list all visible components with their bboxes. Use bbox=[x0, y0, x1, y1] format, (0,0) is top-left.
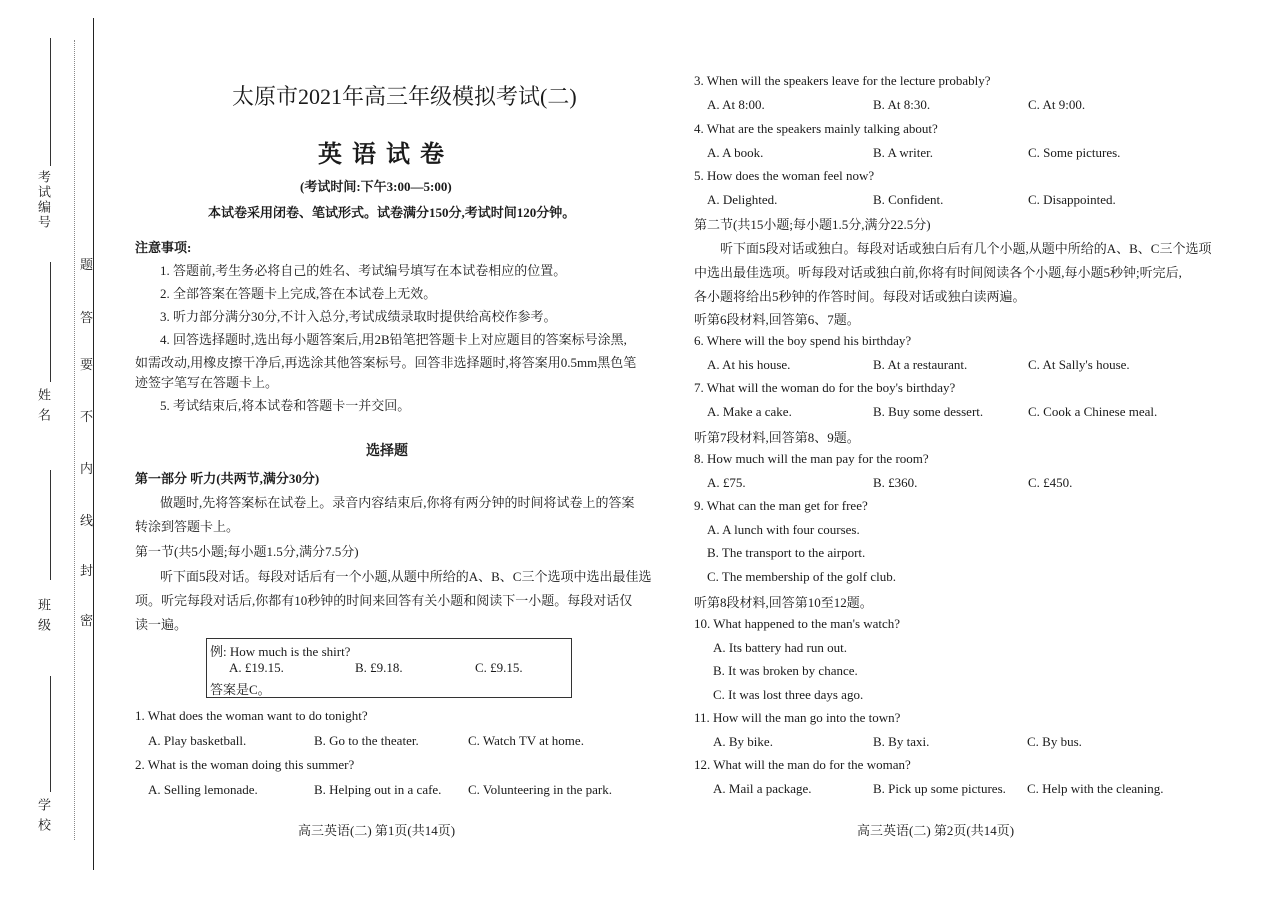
sec2-heading: 第二节(共15小题;每小题1.5分,满分22.5分) bbox=[694, 217, 931, 232]
q6-option-a: A. At his house. bbox=[707, 357, 791, 372]
q6-option-c: C. At Sally's house. bbox=[1028, 357, 1130, 372]
part1-desc: 做题时,先将答案标在试卷上。录音内容结束后,你将有两分钟的时间将试卷上的答案 bbox=[160, 495, 635, 510]
name-label: 姓 名 bbox=[36, 388, 51, 424]
example-option-c: C. £9.15. bbox=[475, 660, 523, 675]
question-9: 9. What can the man get for free? bbox=[694, 498, 868, 513]
example-question: 例: How much is the shirt? bbox=[210, 644, 351, 659]
page-footer-left: 高三英语(二) 第1页(共14页) bbox=[298, 823, 456, 838]
q5-option-a: A. Delighted. bbox=[707, 192, 778, 207]
q5-option-b: B. Confident. bbox=[873, 192, 944, 207]
q7-option-c: C. Cook a Chinese meal. bbox=[1028, 404, 1158, 419]
example-answer: 答案是C。 bbox=[210, 682, 271, 697]
note-item: 如需改动,用橡皮擦干净后,再选涂其他答案标号。回答非选择题时,将答案用0.5mm黑色笔 bbox=[135, 355, 637, 370]
sec2-desc: 听下面5段对话或独白。每段对话或独白后有几个小题,从题中所给的A、B、C三个选项 bbox=[720, 241, 1212, 256]
seal-char: 不 bbox=[80, 409, 94, 424]
seal-char: 答 bbox=[80, 310, 94, 325]
notes-heading: 注意事项: bbox=[135, 240, 192, 255]
note-item: 4. 回答选择题时,选出每小题答案后,用2B铅笔把答题卡上对应题目的答案标号涂黑, bbox=[160, 332, 627, 347]
example-option-b: B. £9.18. bbox=[355, 660, 403, 675]
q12-option-a: A. Mail a package. bbox=[713, 781, 812, 796]
q1-option-b: B. Go to the theater. bbox=[314, 733, 419, 748]
material-6: 听第6段材料,回答第6、7题。 bbox=[694, 312, 860, 327]
seal-char: 要 bbox=[80, 357, 94, 372]
q11-option-b: B. By taxi. bbox=[873, 734, 930, 749]
q8-option-b: B. £360. bbox=[873, 475, 918, 490]
question-10: 10. What happened to the man's watch? bbox=[694, 616, 901, 631]
question-11: 11. How will the man go into the town? bbox=[694, 710, 901, 725]
question-5: 5. How does the woman feel now? bbox=[694, 168, 875, 183]
part1-heading: 第一部分 听力(共两节,满分30分) bbox=[135, 471, 320, 486]
q12-option-b: B. Pick up some pictures. bbox=[873, 781, 1006, 796]
question-4: 4. What are the speakers mainly talking about? bbox=[694, 121, 938, 136]
q1-option-c: C. Watch TV at home. bbox=[468, 733, 584, 748]
q10-option-c: C. It was lost three days ago. bbox=[713, 687, 864, 702]
q5-option-c: C. Disappointed. bbox=[1028, 192, 1116, 207]
q7-option-a: A. Make a cake. bbox=[707, 404, 792, 419]
note-item: 5. 考试结束后,将本试卷和答题卡一并交回。 bbox=[160, 398, 411, 413]
example-option-a: A. £19.15. bbox=[229, 660, 284, 675]
note-item: 2. 全部答案在答题卡上完成,答在本试卷上无效。 bbox=[160, 286, 437, 301]
exam-title: 太原市2021年高三年级模拟考试(二) bbox=[232, 84, 577, 109]
note-item: 3. 听力部分满分30分,不计入总分,考试成绩录取时提供给高校作参考。 bbox=[160, 309, 557, 324]
school-label: 学 校 bbox=[36, 798, 51, 834]
question-2: 2. What is the woman doing this summer? bbox=[135, 757, 355, 772]
sec1-desc: 项。听完每段对话后,你都有10秒钟的时间来回答有关小题和阅读下一小题。每段对话仅 bbox=[135, 593, 633, 608]
sec2-desc: 中选出最佳选项。听每段对话或独白前,你将有时间阅读各个小题,每小题5秒钟;听完后, bbox=[694, 265, 1182, 280]
q8-option-a: A. £75. bbox=[707, 475, 746, 490]
note-item: 1. 答题前,考生务必将自己的姓名、考试编号填写在本试卷相应的位置。 bbox=[160, 263, 567, 278]
sec2-desc: 各小题将给出5秒钟的作答时间。每段对话或独白读两遍。 bbox=[694, 289, 1026, 304]
q11-option-a: A. By bike. bbox=[713, 734, 773, 749]
q12-option-c: C. Help with the cleaning. bbox=[1027, 781, 1164, 796]
q3-option-a: A. At 8:00. bbox=[707, 97, 765, 112]
sec1-heading: 第一节(共5小题;每小题1.5分,满分7.5分) bbox=[135, 544, 359, 559]
seal-char: 内 bbox=[80, 461, 94, 476]
q3-option-c: C. At 9:00. bbox=[1028, 97, 1086, 112]
question-6: 6. Where will the boy spend his birthday? bbox=[694, 333, 912, 348]
q1-option-a: A. Play basketball. bbox=[148, 733, 247, 748]
q10-option-b: B. It was broken by chance. bbox=[713, 663, 858, 678]
q3-option-b: B. At 8:30. bbox=[873, 97, 931, 112]
page-footer-right: 高三英语(二) 第2页(共14页) bbox=[857, 823, 1015, 838]
class-label: 班 级 bbox=[36, 598, 51, 634]
q2-option-a: A. Selling lemonade. bbox=[148, 782, 258, 797]
exam-info: 本试卷采用闭卷、笔试形式。试卷满分150分,考试时间120分钟。 bbox=[208, 205, 576, 220]
sec1-desc: 听下面5段对话。每段对话后有一个小题,从题中所给的A、B、C三个选项中选出最佳选 bbox=[160, 569, 652, 584]
seal-char: 封 bbox=[80, 563, 94, 578]
sec1-desc: 读一遍。 bbox=[135, 617, 188, 632]
q10-option-a: A. Its battery had run out. bbox=[713, 640, 847, 655]
material-8: 听第8段材料,回答第10至12题。 bbox=[694, 595, 873, 610]
q9-option-c: C. The membership of the golf club. bbox=[707, 569, 896, 584]
seal-char: 线 bbox=[80, 513, 94, 528]
subject-title: 英语试卷 bbox=[318, 142, 454, 168]
question-1: 1. What does the woman want to do tonight? bbox=[135, 708, 368, 723]
q2-option-c: C. Volunteering in the park. bbox=[468, 782, 612, 797]
exam-time: (考试时间:下午3:00—5:00) bbox=[300, 179, 452, 194]
q4-option-c: C. Some pictures. bbox=[1028, 145, 1121, 160]
q9-option-b: B. The transport to the airport. bbox=[707, 545, 866, 560]
seal-char: 密 bbox=[80, 613, 94, 628]
q2-option-b: B. Helping out in a cafe. bbox=[314, 782, 442, 797]
section-title: 选择题 bbox=[366, 444, 408, 459]
material-7: 听第7段材料,回答第8、9题。 bbox=[694, 430, 860, 445]
exam-id-label: 考试编号 bbox=[36, 170, 51, 230]
question-3: 3. When will the speakers leave for the lecture probably? bbox=[694, 73, 991, 88]
q6-option-b: B. At a restaurant. bbox=[873, 357, 968, 372]
question-7: 7. What will the woman do for the boy's birthday? bbox=[694, 380, 956, 395]
q8-option-c: C. £450. bbox=[1028, 475, 1073, 490]
q4-option-b: B. A writer. bbox=[873, 145, 933, 160]
part1-desc: 转涂到答题卡上。 bbox=[135, 519, 240, 534]
question-12: 12. What will the man do for the woman? bbox=[694, 757, 911, 772]
q9-option-a: A. A lunch with four courses. bbox=[707, 522, 860, 537]
question-8: 8. How much will the man pay for the room? bbox=[694, 451, 929, 466]
q4-option-a: A. A book. bbox=[707, 145, 764, 160]
seal-char: 题 bbox=[80, 257, 94, 272]
q11-option-c: C. By bus. bbox=[1027, 734, 1082, 749]
q7-option-b: B. Buy some dessert. bbox=[873, 404, 984, 419]
note-item: 迹签字笔写在答题卡上。 bbox=[135, 375, 279, 390]
